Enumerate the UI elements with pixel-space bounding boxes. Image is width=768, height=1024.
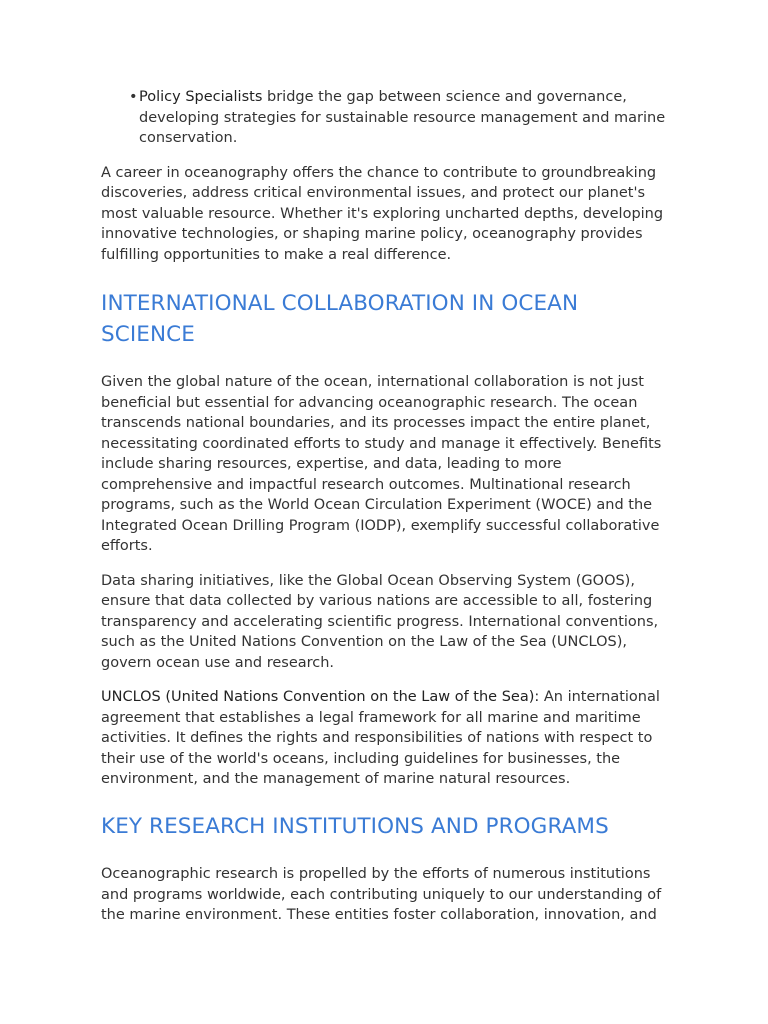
unclos-text: An international agreement that establishes a legal framework for all marine and maritime activities. It defines the rights and responsibilities of nations with respect to their use of the world's oceans, including guidelines for businesses, the environment, and the management of marine natural resources.: [101, 689, 660, 787]
document-page: [101, 87, 671, 926]
paragraph-global-nature: Given the global nature of the ocean, international collaboration is not just beneficial but essential for advancing oceanographic research. The ocean transcends national boundaries, and its processes impact the entire planet, necessitating coordinated efforts to study and manage it effectively. Benefits include sharing resources, expertise, and data, leading to more comprehensive and impactful research outcomes. Multinational research programs, such as the World Ocean Circulation Experiment (WOCE) and the Integrated Ocean Drilling Program (IODP), exemplify successful collaborative efforts.: [101, 374, 662, 554]
paragraph-career: A career in oceanography offers the chance to contribute to groundbreaking discoveries, address critical environmental issues, and protect our planet's most valuable resource. Whether it's exploring uncharted depths, developing innovative technologies, or shaping marine policy, oceanography provides fulfilling opportunities to make a real difference.: [101, 164, 664, 263]
unclos-term: UNCLOS (United Nations Convention on the Law of the Sea):: [101, 689, 540, 705]
heading-international-collaboration: INTERNATIONAL COLLABORATION IN OCEAN SCIENCE: [101, 291, 579, 347]
bullet-item-policy-specialists: [129, 87, 671, 149]
paragraph-data-sharing: Data sharing initiatives, like the Global Ocean Observing System (GOOS), ensure that data collected by various nations are accessible to all, fostering transparency and accelerating scientific progress. International conventions, such as the United Nations Convention on the Law of the Sea (UNCLOS), govern ocean use and research.: [101, 572, 659, 671]
bullet-term: Policy Specialists: [139, 89, 263, 105]
bullet-icon: •: [129, 89, 138, 105]
bullet-text: bridge the gap between science and governance, developing strategies for sustainable resource management and marine conservation.: [139, 89, 666, 146]
bullet-list: [101, 87, 671, 149]
paragraph-research: Oceanographic research is propelled by the efforts of numerous institutions and programs worldwide, each contributing uniquely to our understanding of the marine environment. These entities foster collaboration, innovation, and: [101, 866, 662, 923]
heading-key-research-institutions: KEY RESEARCH INSTITUTIONS AND PROGRAMS: [101, 813, 609, 839]
paragraph-unclos: [101, 687, 671, 790]
